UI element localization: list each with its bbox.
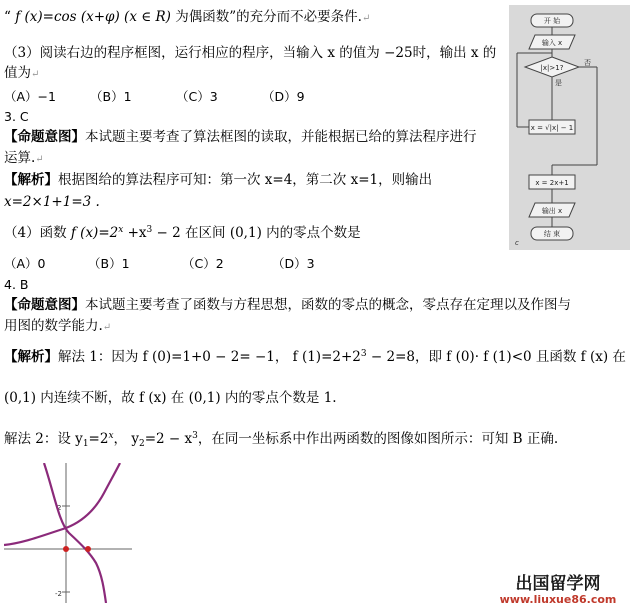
y-tick-neg2: -2	[55, 590, 62, 598]
q3-intent-cont: 运算.↵	[4, 150, 44, 166]
q3-option-c: （C）3	[176, 89, 218, 104]
q4-option-d: （D）3	[272, 256, 315, 271]
q4-stem: （4）函数 f $(x)=2^x +x^3 - 2$ 在区间 (0,1) 内的零点个数是	[4, 225, 361, 241]
exp-curve	[4, 463, 120, 545]
q3-option-a: （A）−1	[4, 89, 56, 104]
flow-no-label: 否	[584, 59, 591, 67]
q3-analysis: 【解析】根据图给的算法程序可知：第一次 x=4，第二次 x=1，则输出	[4, 172, 433, 188]
q4-answer: 4. B	[4, 277, 29, 292]
flow-yes-label: 是	[555, 79, 562, 87]
analysis-tag: 【解析】	[4, 172, 58, 188]
q4-option-b: （B）1	[88, 256, 130, 271]
q4-option-c: （C）2	[182, 256, 224, 271]
statement-text: 为偶函数”的充分而不必要条件.	[170, 9, 362, 25]
q3-stem-cont: 值为↵	[4, 65, 40, 81]
quote-mark: “	[4, 9, 11, 25]
function-graph	[4, 463, 132, 603]
q4-option-a: （A）0	[4, 256, 46, 271]
flow-condition-label: |x|>1?	[540, 64, 564, 72]
watermark-url: www.liuxue86.com	[499, 593, 617, 606]
unit-point	[85, 546, 91, 552]
q4-intent: 【命题意图】本试题主要考查了函数与方程思想，函数的零点的概念，零点存在定理以及作图与	[4, 297, 571, 313]
q4-solution-2: 解法 2：设 $y_1=2^x$， $y_2=2 - x^3$，在同一坐标系中作出两函数的图像如图所示：可知 B 正确.	[4, 431, 559, 449]
q3-analysis-cont: x=2×1+1=3 .	[4, 194, 100, 210]
q3-stem: （3）阅读右边的程序框图，运行相应的程序，当输入 x 的值为 −25时，输出 x 的	[4, 45, 497, 61]
flow-end-label: 结 束	[543, 230, 561, 238]
statement-line: “ f (x)=cos (x+φ) (x ∈ R) 为偶函数”的充分而不必要条件.↵	[4, 9, 371, 25]
origin-point	[63, 546, 69, 552]
condition-formula: f (x)=cos (x+φ) (x ∈ R)	[15, 9, 171, 25]
y-tick-2: 2	[57, 504, 62, 512]
flow-output-label: 输出 x	[541, 207, 563, 215]
q3-intent: 【命题意图】本试题主要考查了算法框图的读取，并能根据已给的算法程序进行	[4, 129, 477, 145]
flow-calc-label: x = 2x+1	[535, 179, 569, 187]
q3-option-b: （B）1	[90, 89, 132, 104]
q4-intent-cont: 用图的数学能力.↵	[4, 318, 112, 334]
flow-corner-label: c	[515, 239, 519, 247]
q3-options	[4, 88, 305, 106]
q3-answer: 3. C	[4, 109, 29, 124]
intent-tag: 【命题意图】	[4, 129, 85, 145]
watermark-title: 出国留学网	[515, 574, 601, 594]
flow-start-label: 开 始	[543, 17, 561, 25]
q3-option-d: （D）9	[262, 89, 305, 104]
q4-analysis: 【解析】解法 1：因为 f (0)=1+0 − 2= −1， f $(1)=2+2^3 - 2=8$，即 f (0)· f (1)<0 且函数 f (x) 在	[4, 349, 626, 365]
flow-update-label: x = √|x| − 1	[530, 124, 574, 132]
q4-analysis-cont: (0,1) 内连续不断，故 f (x) 在 (0,1) 内的零点个数是 1.	[4, 390, 337, 406]
flow-input-label: 输入 x	[541, 39, 563, 47]
site-watermark	[487, 572, 629, 606]
q4-options	[4, 255, 315, 273]
flowchart-figure	[509, 5, 630, 250]
